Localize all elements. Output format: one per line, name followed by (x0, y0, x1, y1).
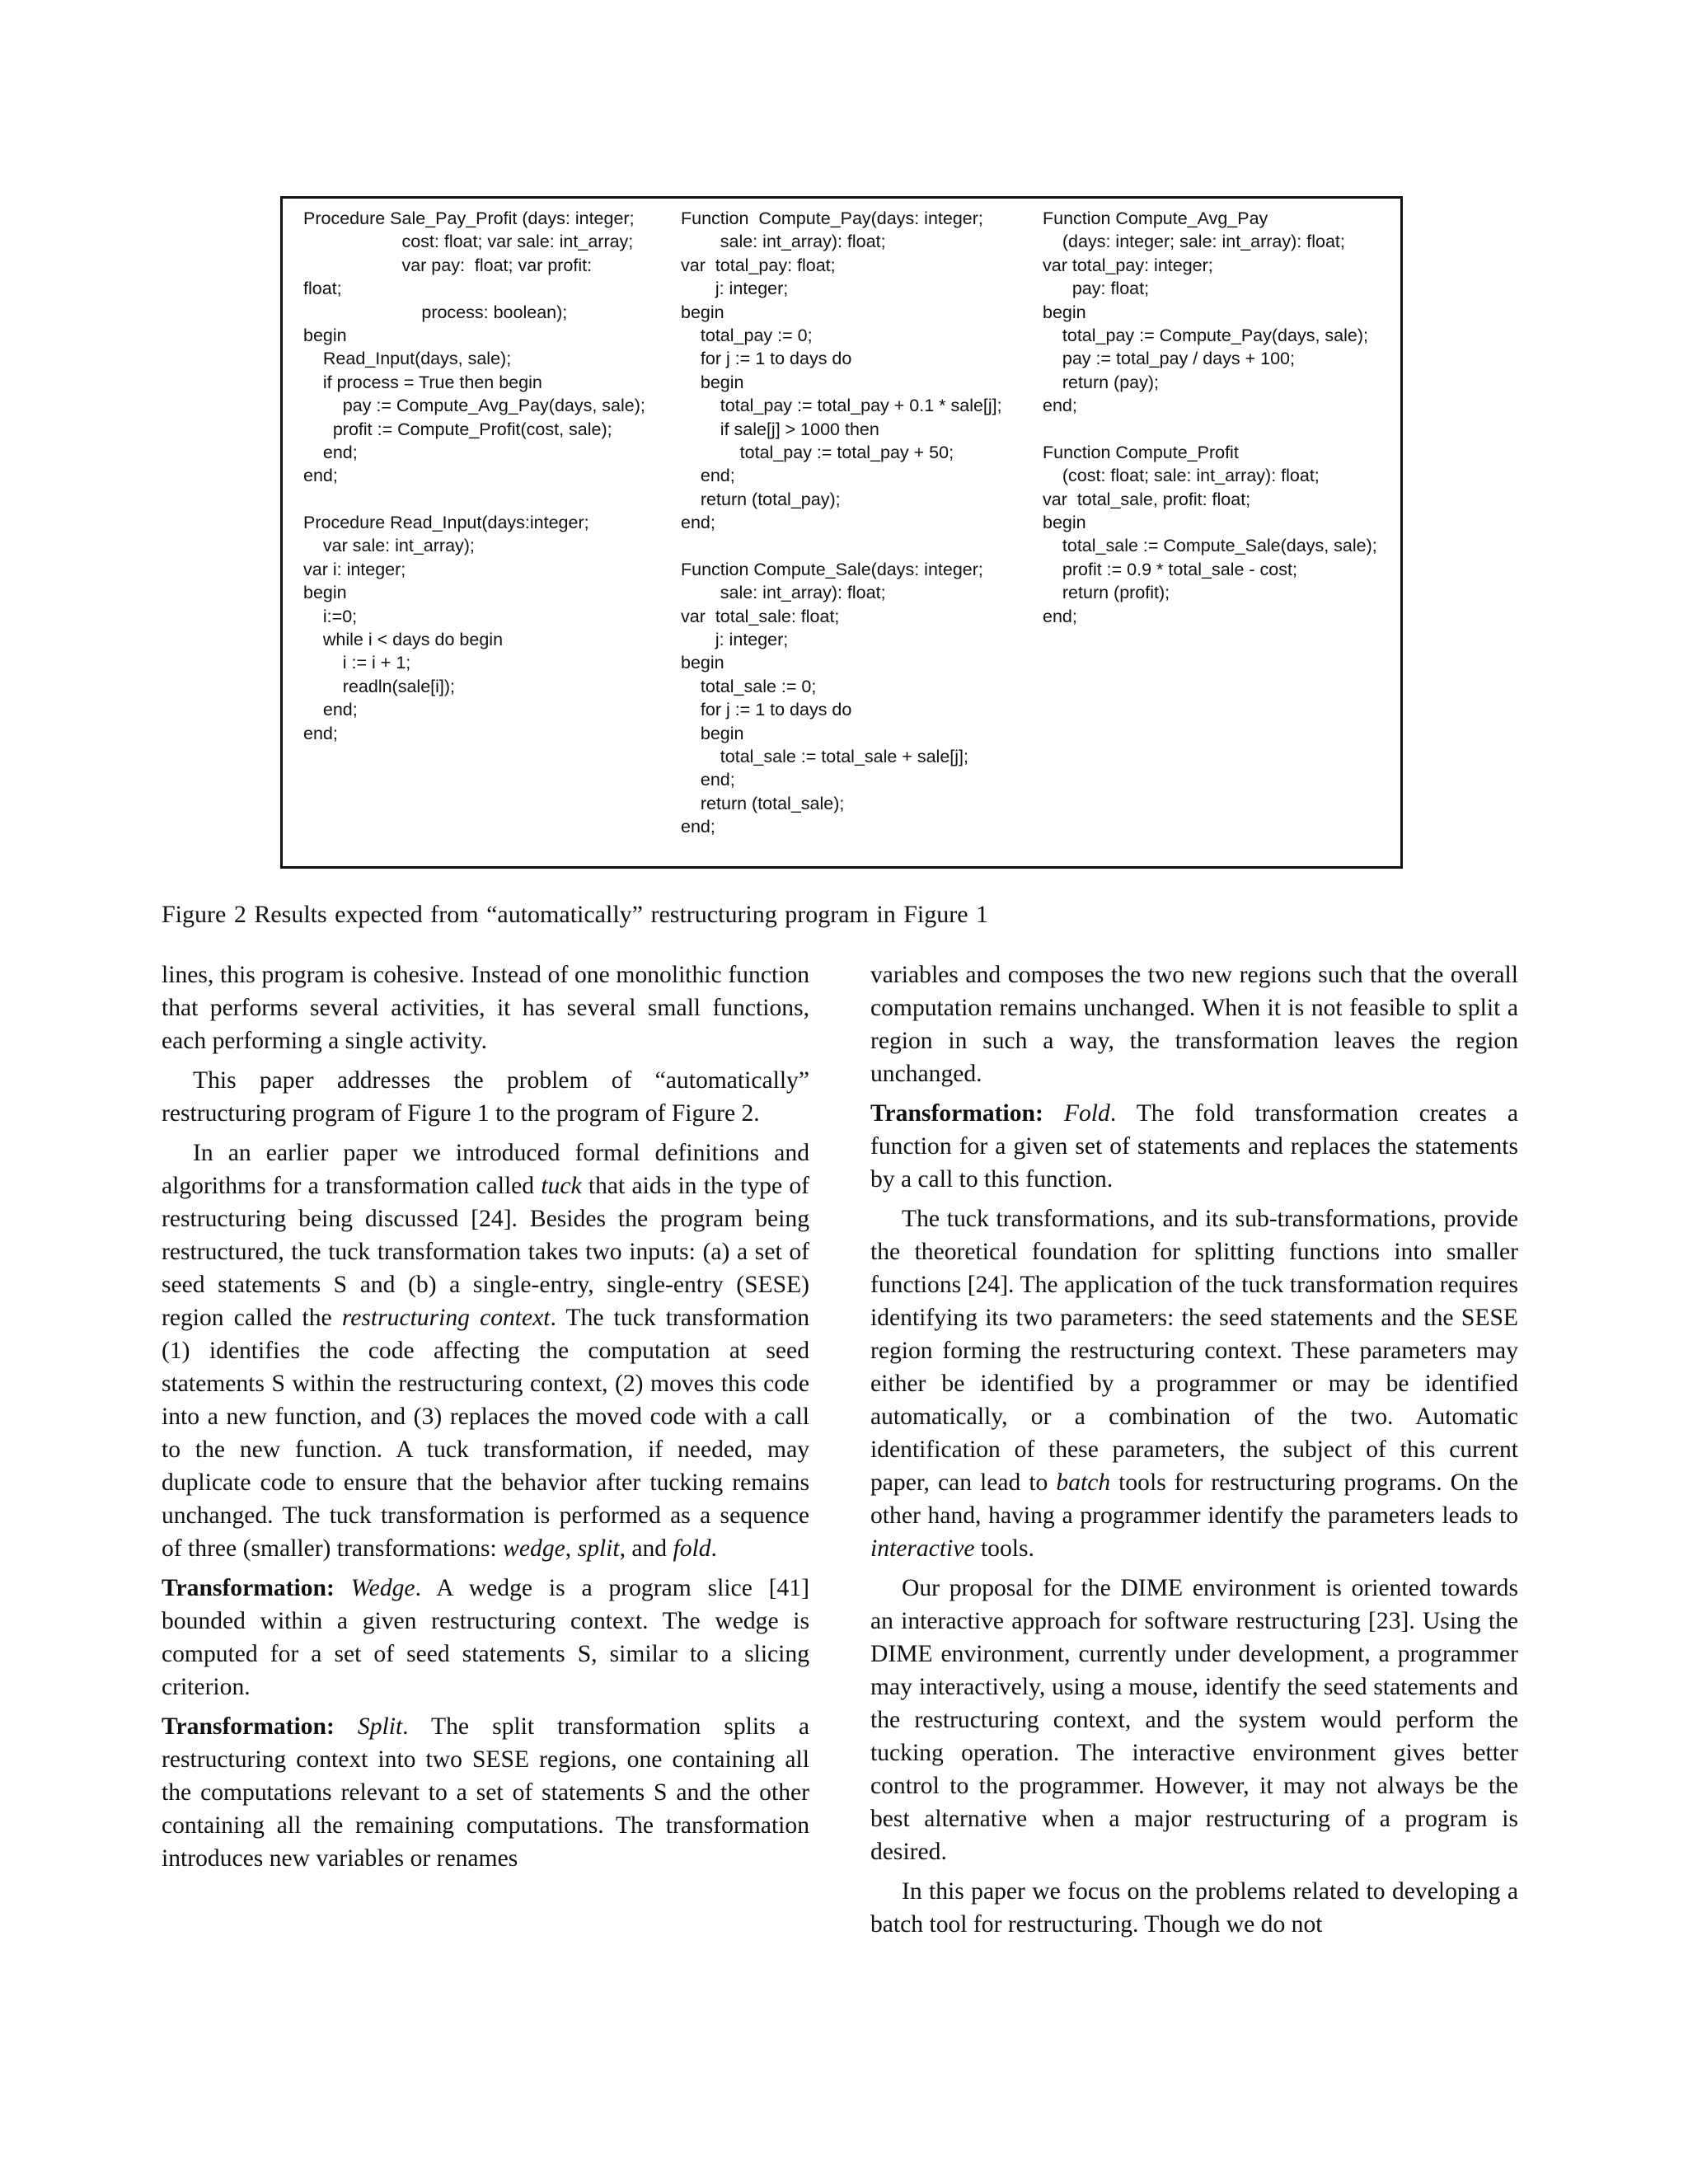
code-line: return (profit); (1043, 583, 1170, 603)
code-line: return (total_pay); (681, 489, 841, 509)
code-line: var total_sale, profit: float; (1043, 489, 1251, 509)
text-run: , (565, 1535, 578, 1562)
code-line: pay: float; (1043, 279, 1150, 299)
italic-term: interactive (870, 1535, 975, 1562)
code-line: total_sale := 0; (681, 676, 817, 696)
code-line: i:=0; (303, 606, 358, 626)
bold-label: Transformation: (162, 1713, 335, 1740)
code-line: begin (681, 302, 724, 322)
text-run: . (710, 1535, 717, 1562)
code-line: total_sale := total_sale + sale[j]; (681, 746, 968, 766)
italic-term: Wedge (350, 1575, 415, 1601)
code-line: Function Compute_Profit (1043, 442, 1239, 462)
code-line: Procedure Sale_Pay_Profit (days: integer; (303, 209, 635, 228)
text-run: The tuck transformations, and its sub-transformations, provide the theoretical foundation for splitting functions into smaller functions [24]. The application of the tuck transformation requires identifying its two parameters: the seed statements and the SESE region forming the restructuring context. These parameters may either be identified by a programmer or may be identified automatically, or a combination of the two. Automatic identification of these parameters, the subject of this current paper, can lead to (870, 1206, 1518, 1496)
italic-term: fold (673, 1535, 711, 1562)
code-line: end; (681, 770, 735, 790)
code-line: var total_pay: integer; (1043, 255, 1213, 275)
paragraph: This paper addresses the problem of “automatically” restructuring program of Figure 1 to the program of Figure 2. (162, 1067, 809, 1127)
figure-caption: Figure 2 Results expected from “automatically” restructuring program in Figure 1 (162, 901, 989, 928)
code-line: total_pay := 0; (681, 325, 813, 345)
code-line: for j := 1 to days do (681, 700, 852, 720)
text-run: . The tuck transformation (1) identifies the code affecting the computation at seed statements S within the restructuring context, (2) moves this code into a new function, and (3) replaces the moved code with a call to the new function. A tuck transformation, if needed, may duplicate code to ensure that the behavior after tucking remains unchanged. The tuck transformation is performed as a sequence of three (smaller) transformations: (162, 1305, 810, 1562)
code-line: total_pay := total_pay + 0.1 * sale[j]; (681, 396, 1002, 416)
text-run: tools. (974, 1535, 1034, 1562)
code-line: Read_Input(days, sale); (303, 349, 512, 369)
code-column-1 (303, 207, 645, 745)
italic-term: restructuring context (341, 1305, 551, 1331)
code-line: if process = True then begin (303, 372, 542, 392)
code-line: Function Compute_Sale(days: integer; (681, 559, 983, 579)
code-line: (cost: float; sale: int_array): float; (1043, 466, 1320, 486)
paragraph (870, 1202, 1518, 1565)
text-run: In an earlier paper we introduced formal definitions and algorithms for a transformation called (162, 1140, 809, 1199)
italic-term: wedge (503, 1535, 565, 1562)
code-line: j: integer; (681, 279, 789, 299)
code-line: float; (303, 279, 342, 299)
code-line: pay := total_pay / days + 100; (1043, 349, 1295, 369)
code-line: var i: integer; (303, 559, 406, 579)
code-line: sale: int_array): float; (681, 583, 886, 603)
code-line: total_sale := Compute_Sale(days, sale); (1043, 536, 1377, 556)
paragraph: lines, this program is cohesive. Instead of one monolithic function that performs several activities, it has several small functions, each performing a single activity. (162, 962, 809, 1054)
bold-label: Transformation: (870, 1100, 1043, 1127)
code-line: return (pay); (1043, 372, 1159, 392)
paragraph: In this paper we focus on the problems related to developing a batch tool for restructuring. Though we do not (870, 1878, 1518, 1938)
code-column-2 (681, 207, 1002, 839)
code-line: i := i + 1; (303, 653, 411, 673)
code-line: end; (303, 723, 338, 743)
code-line: profit := 0.9 * total_sale - cost; (1043, 559, 1297, 579)
italic-term: split (577, 1535, 620, 1562)
code-line: sale: int_array): float; (681, 232, 886, 252)
code-line: total_pay := total_pay + 50; (681, 442, 954, 462)
code-line: while i < days do begin (303, 630, 504, 650)
paragraph (162, 1572, 809, 1704)
figure-2-box (280, 196, 1403, 869)
code-line: end; (1043, 396, 1077, 416)
text-run: . The fold transformation creates a function for a given set of statements and replaces the statements by a call to this function. (870, 1100, 1518, 1193)
code-line: begin (681, 723, 744, 743)
code-line (681, 534, 1002, 557)
bold-label: Transformation: (162, 1575, 335, 1601)
code-line: begin (1043, 513, 1086, 533)
text-run: . A wedge is a program slice [41] bounded within a given restructuring context. The wedge is computed for a set of seed statements S, similar to a slicing criterion. (162, 1575, 809, 1700)
italic-term: Split (357, 1713, 403, 1740)
code-line: begin (1043, 302, 1086, 322)
code-line: begin (681, 653, 724, 673)
code-line: begin (303, 325, 347, 345)
code-line: begin (681, 372, 744, 392)
code-line: var sale: int_array); (303, 536, 475, 556)
text-run: that aids in the type of restructuring being discussed [24]. Besides the program being restructured, the tuck transformation takes two inputs: (a) a set of seed statements S and (b) a single-entry, single-entry (SESE) region called the (162, 1173, 809, 1331)
code-line: end; (1043, 606, 1077, 626)
right-text-column (870, 958, 1518, 1947)
code-line: end; (303, 700, 358, 720)
code-line: profit := Compute_Profit(cost, sale); (303, 419, 612, 439)
code-line: j: integer; (681, 630, 789, 650)
code-line: var pay: float; var profit: (303, 255, 593, 275)
text-run: , and (619, 1535, 673, 1562)
code-line: begin (303, 583, 347, 603)
code-line: return (total_sale); (681, 793, 845, 813)
code-line: readln(sale[i]); (303, 676, 456, 696)
code-line: end; (681, 466, 735, 486)
text-run: tools for restructuring programs. On the other hand, having a programmer identify the parameters leads to (870, 1469, 1519, 1529)
code-column-3 (1043, 207, 1377, 628)
code-line: total_pay := Compute_Pay(days, sale); (1043, 325, 1368, 345)
left-text-column (162, 958, 809, 1882)
code-line: for j := 1 to days do (681, 349, 852, 369)
code-line (303, 488, 645, 511)
paragraph (870, 1097, 1518, 1196)
code-line: var total_pay: float; (681, 255, 836, 275)
paragraph (162, 1137, 809, 1565)
code-line: var total_sale: float; (681, 606, 840, 626)
code-line (1043, 418, 1377, 441)
code-line: Function Compute_Avg_Pay (1043, 209, 1268, 228)
paragraph: variables and composes the two new regions such that the overall computation remains unchanged. When it is not feasible to split a region in such a way, the transformation leaves the region unchanged. (870, 962, 1518, 1087)
text-run: . The split transformation splits a restructuring context into two SESE regions, one containing all the computations relevant to a set of statements S and the other containing all the remaining computations. The transformation introduces new variables or renames (162, 1713, 809, 1872)
code-line: end; (681, 817, 715, 837)
italic-term: tuck (541, 1173, 582, 1199)
code-line: cost: float; var sale: int_array; (303, 232, 634, 252)
italic-term: Fold (1063, 1100, 1110, 1127)
code-line: (days: integer; sale: int_array): float; (1043, 232, 1345, 252)
code-line: end; (303, 442, 358, 462)
italic-term: batch (1056, 1469, 1111, 1496)
paragraph: Our proposal for the DIME environment is oriented towards an interactive approach for software restructuring [23]. Using the DIME environment, currently under development, a programmer may interactively, using a mouse, identify the seed statements and the restructuring context, and the system would perform the tucking operation. The interactive environment gives better control to the programmer. However, it may not always be the best alternative when a major restructuring of a program is desired. (870, 1575, 1518, 1865)
code-line: Function Compute_Pay(days: integer; (681, 209, 983, 228)
code-line: end; (303, 466, 338, 486)
code-line: end; (681, 513, 715, 533)
code-line: Procedure Read_Input(days:integer; (303, 513, 589, 533)
code-line: process: boolean); (303, 302, 568, 322)
code-line: pay := Compute_Avg_Pay(days, sale); (303, 396, 645, 416)
paragraph (162, 1710, 809, 1875)
code-line: if sale[j] > 1000 then (681, 419, 879, 439)
